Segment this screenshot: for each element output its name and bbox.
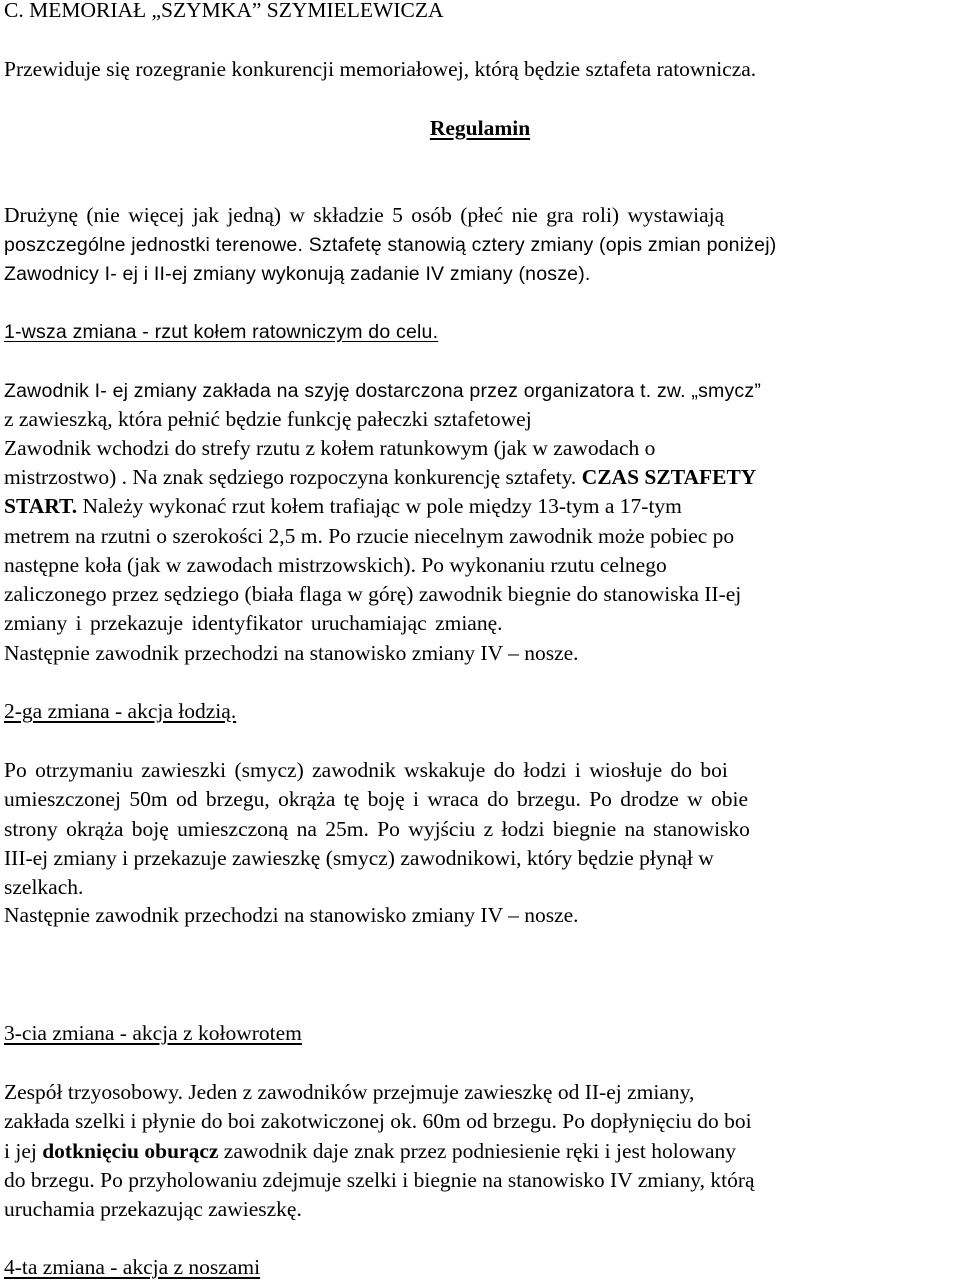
shift1-line-5-text: Należy wykonać rzut kołem trafiając w pole między 13-tym a 17-tym	[82, 494, 682, 518]
shift2-line-4: III-ej zmiany i przekazuje zawieszkę (smycz) zawodnikowi, który będzie płynął w	[4, 846, 714, 870]
shift3-line-3-start: i jej	[4, 1139, 37, 1163]
memorial-title: C. MEMORIAŁ „SZYMKA” SZYMIELEWICZA	[4, 0, 444, 22]
shift2-heading: 2-ga zmiana - akcja łodzią.	[4, 699, 237, 723]
shift2-line-5: szelkach.	[4, 875, 84, 899]
shift1-line-6: metrem na rzutni o szerokości 2,5 m. Po rzucie niecelnym zawodnik może pobiec po	[4, 524, 735, 548]
shift3-heading: 3-cia zmiana - akcja z kołowrotem	[4, 1021, 302, 1045]
shift3-line-3	[4, 1137, 736, 1165]
shift2-line-2: umieszczonej 50m od brzegu, okrąża tę boję i wraca do brzegu. Po drodze w obie	[4, 787, 749, 811]
relay-time-label: CZAS SZTAFETY	[581, 465, 757, 489]
shift1-line-4	[4, 463, 756, 491]
shift1-line-9: zmiany i przekazuje identyfikator uruchamiając zmianę.	[4, 611, 503, 635]
team-line-1: Drużynę (nie więcej jak jedną) w składzie 5 osób (płeć nie gra roli) wystawiają	[4, 203, 725, 227]
shift3-line-5: uruchamia przekazując zawieszkę.	[4, 1197, 302, 1221]
shift2-line-3: strony okrąża boję umieszczoną na 25m. Po wyjściu z łodzi biegnie na stanowisko	[4, 817, 750, 841]
shift1-line-2: z zawieszką, która pełnić będzie funkcję pałeczki sztafetowej	[4, 407, 532, 431]
shift1-line-5	[4, 492, 682, 520]
shift2-line-6: Następnie zawodnik przechodzi na stanowisko zmiany IV – nosze.	[4, 903, 579, 927]
shift1-line-4-text: mistrzostwo) . Na znak sędziego rozpoczyna konkurencję sztafety.	[4, 465, 577, 489]
shift3-line-2: zakłada szelki i płynie do boi zakotwiczonej ok. 60m od brzegu. Po dopłynięciu do boi	[4, 1109, 752, 1133]
shift1-line-10: Następnie zawodnik przechodzi na stanowisko zmiany IV – nosze.	[4, 641, 579, 665]
shift1-line-3: Zawodnik wchodzi do strefy rzutu z kołem ratunkowym (jak w zawodach o	[4, 436, 656, 460]
regulamin-heading: Regulamin	[429, 116, 531, 140]
relay-start-label: START.	[4, 494, 78, 518]
shift4-heading: 4-ta zmiana - akcja z noszami	[4, 1255, 261, 1279]
intro-paragraph: Przewiduje się rozegranie konkurencji memoriałowej, którą będzie sztafeta ratownicza.	[4, 57, 757, 81]
shift1-line-1: Zawodnik I- ej zmiany zakłada na szyję dostarczona przez organizatora t. zw. „smycz”	[4, 380, 762, 402]
shift3-line-3-end: zawodnik daje znak przez podniesienie ręki i jest holowany	[223, 1139, 737, 1163]
shift3-line-1: Zespół trzyosobowy. Jeden z zawodników przejmuje zawieszkę od II-ej zmiany,	[4, 1080, 695, 1104]
shift3-line-4: do brzegu. Po przyholowaniu zdejmuje szelki i biegnie na stanowisko IV zmiany, którą	[4, 1168, 755, 1192]
team-line-3: Zawodnicy I- ej i II-ej zmiany wykonują zadanie IV zmiany (nosze).	[4, 263, 591, 285]
shift1-line-8: zaliczonego przez sędziego (biała flaga w górę) zawodnik biegnie do stanowiska II-ej	[4, 582, 742, 606]
shift2-line-1: Po otrzymaniu zawieszki (smycz) zawodnik wskakuje do łodzi i wiosłuje do boi	[4, 758, 728, 782]
team-line-2: poszczególne jednostki terenowe. Sztafetę stanowią cztery zmiany (opis zmian poniżej)	[4, 234, 777, 256]
shift1-line-7: następne koła (jak w zawodach mistrzowskich). Po wykonaniu rzutu celnego	[4, 553, 667, 577]
shift1-heading: 1-wsza zmiana - rzut kołem ratowniczym do celu.	[4, 321, 439, 343]
touch-both-hands-emphasis: dotknięciu oburącz	[42, 1139, 219, 1163]
